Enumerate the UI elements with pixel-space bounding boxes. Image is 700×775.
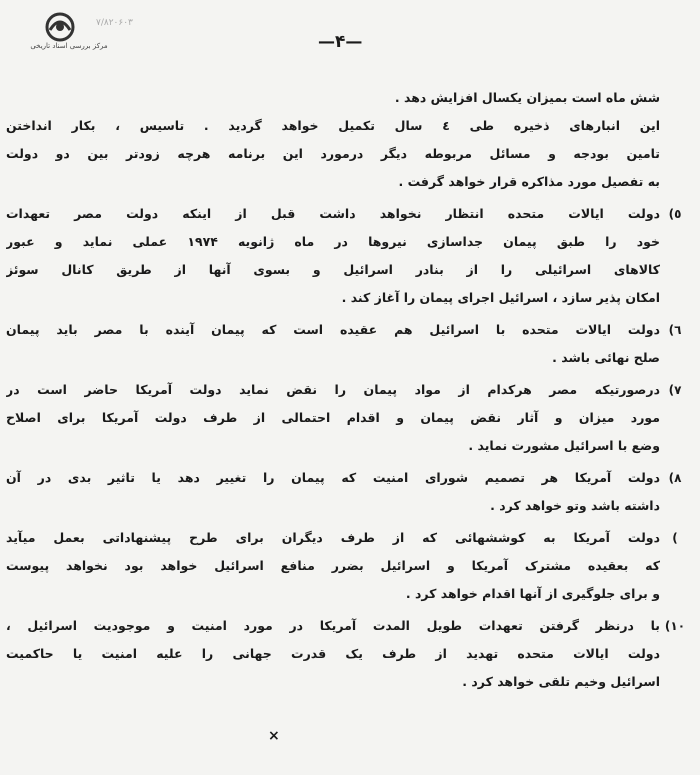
text-line: با درنظر گرفتن تعهدات طویل المدت آمریکا در مورد امنیت و موجودیت اسرائیل ، xyxy=(6,618,660,633)
text-line: دولت ایالات متحده تهدید از طرف یک قدرت جهانی را علیه امنیت یا حاکمیت xyxy=(6,646,660,661)
archive-emblem-icon xyxy=(40,12,80,42)
text-line: خود را طبق پیمان جداسازی نیروها در ماه ژانویه ۱۹۷۴ عملی نماید و عبور xyxy=(6,234,660,249)
numbered-paragraph-7 xyxy=(6,376,682,460)
text-line: و برای جلوگیری از آنها اقدام خواهد کرد . xyxy=(405,586,660,601)
text-line: که بعقیده مشترک آمریکا و اسرائیل بضرر منافع اسرائیل خواهد بود نخواهد پیوست xyxy=(6,558,660,573)
paragraph-number: ) xyxy=(672,531,678,545)
paragraph-number: ١٠) xyxy=(664,619,686,633)
text-line: کالاهای اسرائیلی را از بنادر اسرائیل و بسوی آنها از طریق کانال سوئز xyxy=(6,262,660,277)
numbered-paragraph-6 xyxy=(6,316,682,372)
text-line: دولت آمریکا هر تصمیم شورای امنیت که پیمان را تغییر دهد یا تاثیر بدی در آن xyxy=(6,470,660,485)
paragraph-number: ٨) xyxy=(668,471,682,485)
text-line: دولت ایالات متحده با اسرائیل هم عقیده است که پیمان آینده با مصر باید پیمان xyxy=(6,322,660,337)
numbered-paragraph-10 xyxy=(6,612,686,696)
logo-caption: مرکز بررسی اسناد تاریخی xyxy=(30,42,108,50)
paragraph-number: ٧) xyxy=(668,383,682,397)
paragraph-continuation xyxy=(6,84,660,196)
document-stamp: ۷/۸۲۰۶۰۳ xyxy=(96,18,133,28)
document-body xyxy=(6,84,686,696)
page-number: —۴— xyxy=(318,32,363,52)
paragraph-number: ٦) xyxy=(668,323,682,337)
numbered-paragraph-5 xyxy=(6,200,682,312)
text-line: دولت ایالات متحده انتظار نخواهد داشت قبل از اینکه دولت مصر تعهدات xyxy=(6,206,660,221)
text-line: مورد میزان و آثار نقض پیمان و اقدام احتمالی از طرف دولت آمریکا برای اصلاح xyxy=(6,410,660,425)
text-line: دولت آمریکا به کوششهائی که از طرف دیگران برای طرح پیشنهاداتی بعمل میآید xyxy=(6,530,660,545)
end-mark: × xyxy=(268,728,280,744)
text-line: اسرائیل وخیم تلقی خواهد کرد . xyxy=(462,674,660,689)
text-line: این انبارهای ذخیره طی ٤ سال تکمیل خواهد گردید . تاسیس ، بکار انداختن xyxy=(6,118,660,133)
numbered-paragraph-8 xyxy=(6,464,682,520)
text-line: صلح نهائی باشد . xyxy=(552,350,660,365)
text-line: امکان پذیر سازد ، اسرائیل اجرای پیمان را آغاز کند . xyxy=(341,290,660,305)
paragraph-number: ٥) xyxy=(668,207,682,221)
text-line: وضع با اسرائیل مشورت نماید . xyxy=(468,438,660,453)
text-line: شش ماه است بمیزان یکسال افزایش دهد . xyxy=(394,90,660,105)
text-line: به تفصیل مورد مذاکره قرار خواهد گرفت . xyxy=(398,174,660,189)
text-line: تامین بودجه و مسائل مربوطه دیگر درمورد این برنامه هرچه زودتر بین دو دولت xyxy=(6,146,660,161)
text-line: درصورتیکه مصر هرکدام از مواد پیمان را نقض نماید دولت آمریکا حاضر است در xyxy=(6,382,660,397)
text-line: داشته باشد وتو خواهد کرد . xyxy=(490,498,660,513)
numbered-paragraph-9 xyxy=(6,524,678,608)
